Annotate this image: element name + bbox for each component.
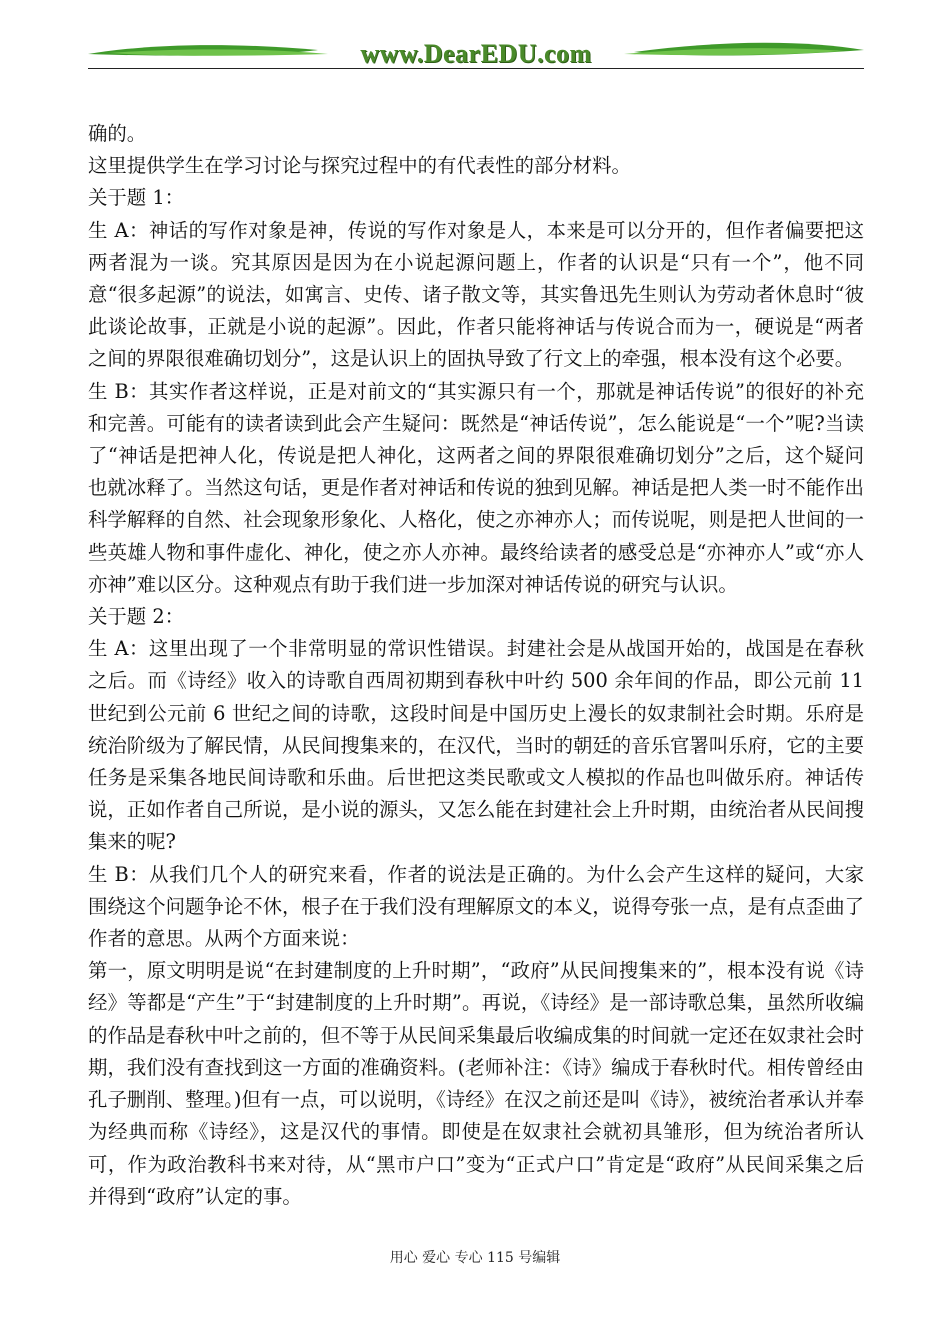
page-header — [88, 36, 864, 72]
paragraph: 生 A：神话的写作对象是神，传说的写作对象是人，本来是可以分开的，但作者偏要把这两者混为一谈。究其原因是因为在小说起源问题上，作者的认识是“只有一个”，他不同意“很多起源”的说法，如寓言、史传、诸子散文等，其实鲁迅先生则认为劳动者休息时“彼此谈论故事，正就是小说的起源”。因此，作者只能将神话与传说合而为一，硬说是“两者之间的界限很难确切划分”，这是认识上的固执导致了行文上的牵强，根本没有这个必要。 — [88, 218, 864, 371]
section-heading: 关于题 1： — [88, 186, 185, 210]
header-divider — [88, 68, 864, 69]
paragraph: 这里提供学生在学习讨论与探究过程中的有代表性的部分材料。 — [88, 154, 631, 178]
site-logo-text: www.DearEDU.com — [360, 39, 592, 68]
paragraph: 生 B：从我们几个人的研究来看，作者的说法是正确的。为什么会产生这样的疑问，大家围绕这个问题争论不休，根子在于我们没有理解原文的本义，说得夸张一点，是有点歪曲了作者的意思。从两个方面来说： — [88, 862, 864, 951]
paragraph: 生 A：这里出现了一个非常明显的常识性错误。封建社会是从战国开始的，战国是在春秋之后。而《诗经》收入的诗歌自西周初期到春秋中叶约 500 余年间的作品，即公元前 11 世纪到公元前 6 世纪之间的诗歌，这段时间是中国历史上漫长的奴隶制社会时期。乐府是统治阶级为了解民情，从民间搜集来的，在汉代，当时的朝廷的音乐官署叫乐府，它的主要任务是采集各地民间诗歌和乐曲。后世把这类民歌或文人模拟的作品也叫做乐府。神话传说，正如作者自己所说，是小说的源头，又怎么能在封建社会上升时期，由统治者从民间搜集来的呢? — [88, 637, 864, 854]
paragraph: 生 B：其实作者这样说，正是对前文的“其实源只有一个，那就是神话传说”的很好的补充和完善。可能有的读者读到此会产生疑问：既然是“神话传说”，怎么能说是“一个”呢?当读了“神话是把神人化，传说是把人神化，这两者之间的界限很难确切划分”之后，这个疑问也就冰释了。当然这句话，更是作者对神话和传说的独到见解。神话是把人类一时不能作出科学解释的自然、社会现象形象化、人格化，使之亦神亦人；而传说呢，则是把人世间的一些英雄人物和事件虚化、神化，使之亦人亦神。最终给读者的感受总是“亦神亦人”或“亦人亦神”难以区分。这种观点有助于我们进一步加深对神话传说的研究与认识。 — [88, 379, 864, 596]
paragraph: 第一，原文明明是说“在封建制度的上升时期”，“政府”从民间搜集来的”，根本没有说《诗经》等都是“产生”于“封建制度的上升时期”。再说，《诗经》是一部诗歌总集，虽然所收编的作品是春秋中叶之前的，但不等于从民间采集最后收编成集的时间就一定还在奴隶社会时期，我们没有查找到这一方面的准确资料。(老师补注：《诗》编成于春秋时代。相传曾经由孔子删削、整理。)但有一点，可以说明，《诗经》在汉之前还是叫《诗》，被统治者承认并奉为经典而称《诗经》，这是汉代的事情。即使是在奴隶社会就初具雏形，但为统治者所认可，作为政治教科书来对待，从“黑市户口”变为“正式户口”肯定是“政府”从民间采集之后并得到“政府”认定的事。 — [88, 959, 864, 1208]
section-heading: 关于题 2： — [88, 605, 185, 629]
document-body — [88, 118, 864, 1213]
paragraph: 确的。 — [88, 122, 147, 145]
page-footer: 用心 爱心 专心 115 号编辑 — [389, 1250, 561, 1266]
